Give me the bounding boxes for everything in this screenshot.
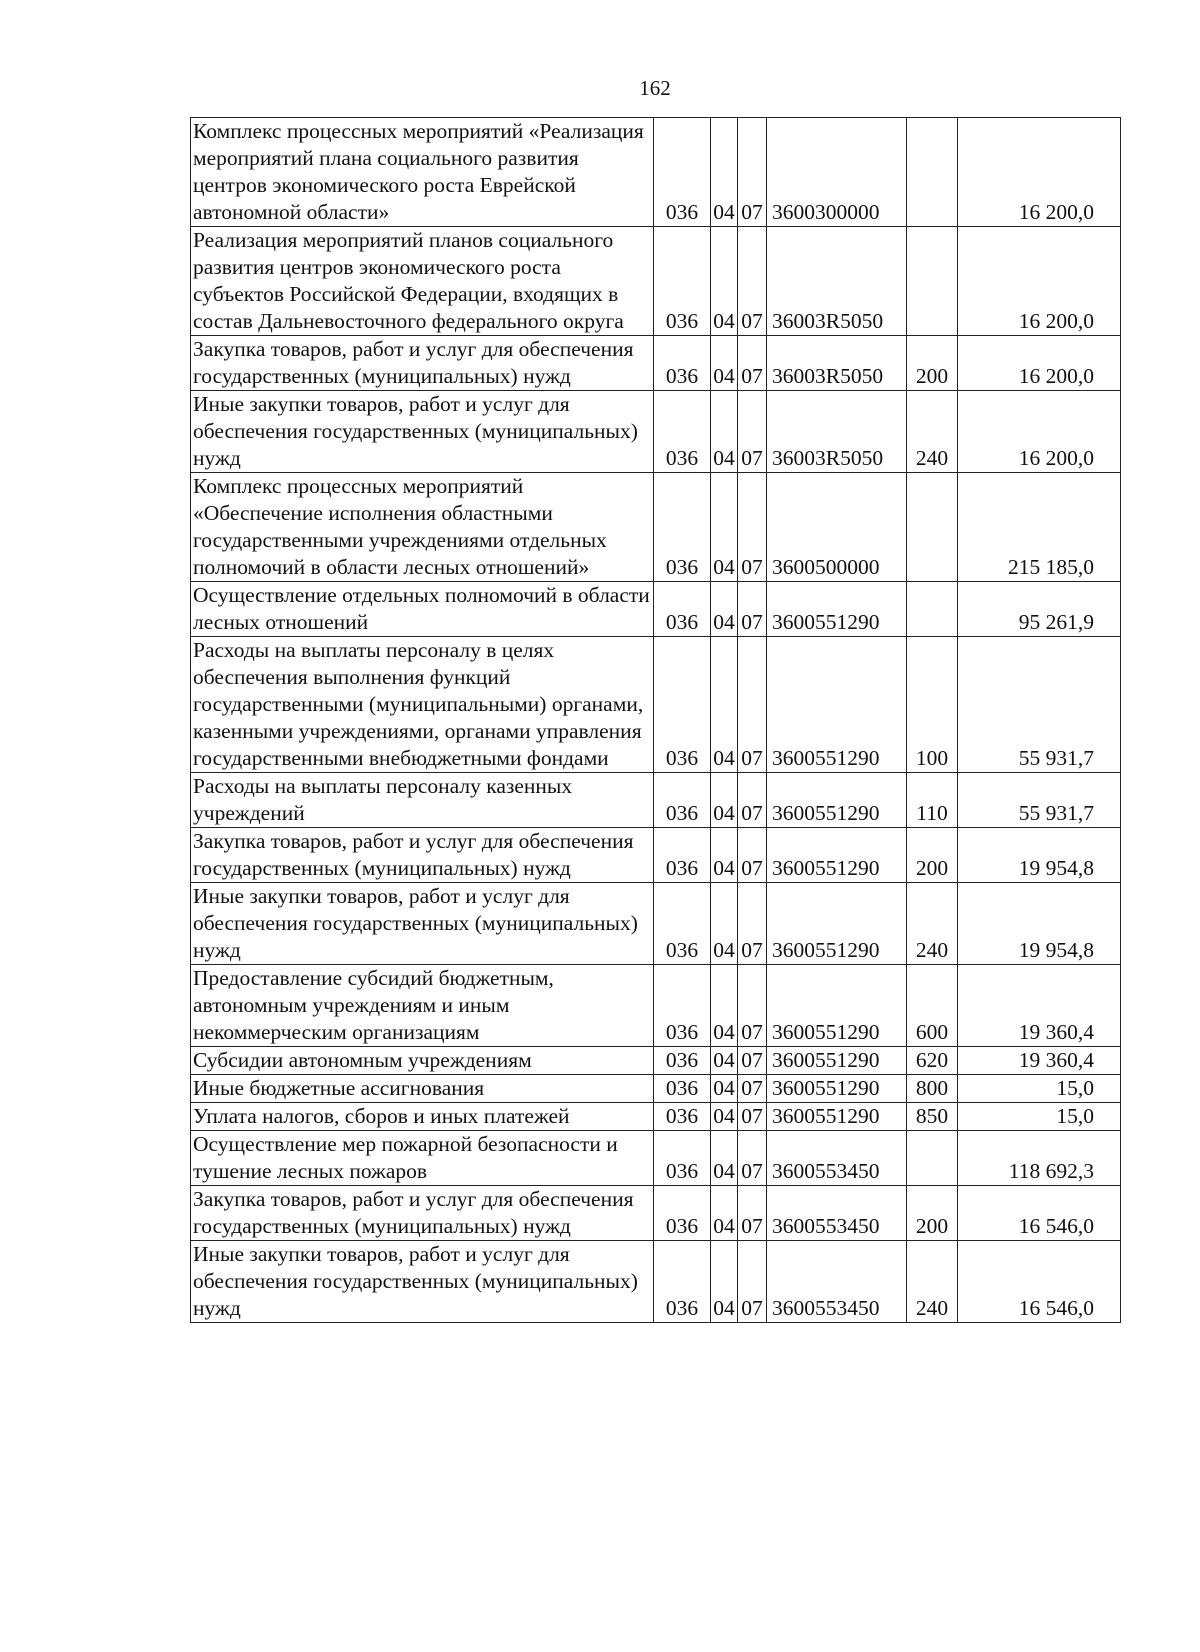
section-code-cell: 04	[711, 637, 738, 773]
section-code-cell: 04	[711, 965, 738, 1047]
expense-type-cell: 800	[907, 1075, 958, 1103]
budget-table-body	[191, 118, 1121, 1323]
target-article-cell: 3600553450	[767, 1241, 907, 1323]
target-article-cell: 3600551290	[767, 883, 907, 965]
table-row	[191, 1075, 1121, 1103]
table-row	[191, 1241, 1121, 1323]
page-number: 162	[639, 76, 671, 100]
table-row	[191, 1047, 1121, 1075]
table-row	[191, 828, 1121, 883]
amount-cell: 19 954,8	[958, 828, 1121, 883]
amount-cell: 16 200,0	[958, 391, 1121, 473]
expense-name-cell: Иные бюджетные ассигнования	[191, 1075, 654, 1103]
target-article-cell: 3600551290	[767, 773, 907, 828]
table-row	[191, 473, 1121, 582]
expense-type-cell	[907, 1131, 958, 1186]
section-code-cell: 04	[711, 582, 738, 637]
expense-type-cell	[907, 582, 958, 637]
section-code-cell: 04	[711, 473, 738, 582]
subsection-code-cell: 07	[738, 473, 767, 582]
expense-type-cell: 200	[907, 336, 958, 391]
expense-name-cell: Субсидии автономным учреждениям	[191, 1047, 654, 1075]
expense-name-cell: Иные закупки товаров, работ и услуг для обеспечения государственных (муниципальных) нужд	[191, 391, 654, 473]
grbs-code-cell: 036	[654, 637, 711, 773]
section-code-cell: 04	[711, 118, 738, 227]
target-article-cell: 3600551290	[767, 1103, 907, 1131]
amount-cell: 16 200,0	[958, 118, 1121, 227]
section-code-cell: 04	[711, 1241, 738, 1323]
expense-type-cell: 600	[907, 965, 958, 1047]
expense-name-cell: Расходы на выплаты персоналу в целях обеспечения выполнения функций государственными (муниципальными) органами, казенными учреждениями, органами управления государственными внебюджетными фондами	[191, 637, 654, 773]
expense-type-cell	[907, 473, 958, 582]
amount-cell: 16 546,0	[958, 1186, 1121, 1241]
grbs-code-cell: 036	[654, 1103, 711, 1131]
grbs-code-cell: 036	[654, 773, 711, 828]
subsection-code-cell: 07	[738, 582, 767, 637]
grbs-code-cell: 036	[654, 1186, 711, 1241]
expense-name-cell: Расходы на выплаты персоналу казенных учреждений	[191, 773, 654, 828]
expense-type-cell: 240	[907, 391, 958, 473]
expense-name-cell: Закупка товаров, работ и услуг для обеспечения государственных (муниципальных) нужд	[191, 828, 654, 883]
grbs-code-cell: 036	[654, 883, 711, 965]
target-article-cell: 3600551290	[767, 637, 907, 773]
table-row	[191, 336, 1121, 391]
expense-type-cell	[907, 227, 958, 336]
expense-name-cell: Комплекс процессных мероприятий «Обеспечение исполнения областными государственными учреждениями отдельных полномочий в области лесных отношений»	[191, 473, 654, 582]
target-article-cell: 3600553450	[767, 1186, 907, 1241]
subsection-code-cell: 07	[738, 1186, 767, 1241]
table-row	[191, 582, 1121, 637]
amount-cell: 95 261,9	[958, 582, 1121, 637]
subsection-code-cell: 07	[738, 828, 767, 883]
amount-cell: 19 360,4	[958, 965, 1121, 1047]
table-row	[191, 118, 1121, 227]
target-article-cell: 36003R5050	[767, 336, 907, 391]
expense-type-cell: 240	[907, 883, 958, 965]
grbs-code-cell: 036	[654, 965, 711, 1047]
subsection-code-cell: 07	[738, 1241, 767, 1323]
amount-cell: 16 200,0	[958, 227, 1121, 336]
section-code-cell: 04	[711, 773, 738, 828]
table-row	[191, 883, 1121, 965]
section-code-cell: 04	[711, 1103, 738, 1131]
subsection-code-cell: 07	[738, 118, 767, 227]
target-article-cell: 36003R5050	[767, 391, 907, 473]
subsection-code-cell: 07	[738, 637, 767, 773]
expense-name-cell: Осуществление отдельных полномочий в области лесных отношений	[191, 582, 654, 637]
grbs-code-cell: 036	[654, 1047, 711, 1075]
grbs-code-cell: 036	[654, 582, 711, 637]
target-article-cell: 3600551290	[767, 1075, 907, 1103]
section-code-cell: 04	[711, 227, 738, 336]
subsection-code-cell: 07	[738, 227, 767, 336]
amount-cell: 118 692,3	[958, 1131, 1121, 1186]
amount-cell: 215 185,0	[958, 473, 1121, 582]
subsection-code-cell: 07	[738, 336, 767, 391]
table-row	[191, 773, 1121, 828]
expense-name-cell: Иные закупки товаров, работ и услуг для обеспечения государственных (муниципальных) нужд	[191, 883, 654, 965]
target-article-cell: 3600551290	[767, 582, 907, 637]
section-code-cell: 04	[711, 883, 738, 965]
expense-type-cell: 240	[907, 1241, 958, 1323]
subsection-code-cell: 07	[738, 1075, 767, 1103]
expense-name-cell: Закупка товаров, работ и услуг для обеспечения государственных (муниципальных) нужд	[191, 336, 654, 391]
expense-type-cell: 850	[907, 1103, 958, 1131]
grbs-code-cell: 036	[654, 1075, 711, 1103]
subsection-code-cell: 07	[738, 1131, 767, 1186]
expense-type-cell: 110	[907, 773, 958, 828]
section-code-cell: 04	[711, 828, 738, 883]
table-row	[191, 637, 1121, 773]
section-code-cell: 04	[711, 391, 738, 473]
grbs-code-cell: 036	[654, 1131, 711, 1186]
table-row	[191, 1131, 1121, 1186]
section-code-cell: 04	[711, 336, 738, 391]
amount-cell: 15,0	[958, 1103, 1121, 1131]
grbs-code-cell: 036	[654, 1241, 711, 1323]
subsection-code-cell: 07	[738, 1047, 767, 1075]
grbs-code-cell: 036	[654, 473, 711, 582]
table-row	[191, 1103, 1121, 1131]
amount-cell: 55 931,7	[958, 637, 1121, 773]
table-row	[191, 965, 1121, 1047]
expense-type-cell: 100	[907, 637, 958, 773]
amount-cell: 15,0	[958, 1075, 1121, 1103]
target-article-cell: 3600300000	[767, 118, 907, 227]
table-row	[191, 391, 1121, 473]
grbs-code-cell: 036	[654, 828, 711, 883]
expense-type-cell	[907, 118, 958, 227]
section-code-cell: 04	[711, 1131, 738, 1186]
grbs-code-cell: 036	[654, 118, 711, 227]
expense-name-cell: Комплекс процессных мероприятий «Реализация мероприятий плана социального развития центров экономического роста Еврейской автономной области»	[191, 118, 654, 227]
subsection-code-cell: 07	[738, 391, 767, 473]
expense-type-cell: 620	[907, 1047, 958, 1075]
expense-type-cell: 200	[907, 1186, 958, 1241]
target-article-cell: 3600551290	[767, 1047, 907, 1075]
section-code-cell: 04	[711, 1047, 738, 1075]
expense-name-cell: Уплата налогов, сборов и иных платежей	[191, 1103, 654, 1131]
section-code-cell: 04	[711, 1075, 738, 1103]
expense-name-cell: Осуществление мер пожарной безопасности и тушение лесных пожаров	[191, 1131, 654, 1186]
subsection-code-cell: 07	[738, 773, 767, 828]
target-article-cell: 3600551290	[767, 828, 907, 883]
expense-name-cell: Предоставление субсидий бюджетным, автономным учреждениям и иным некоммерческим организациям	[191, 965, 654, 1047]
expense-type-cell: 200	[907, 828, 958, 883]
amount-cell: 55 931,7	[958, 773, 1121, 828]
subsection-code-cell: 07	[738, 883, 767, 965]
section-code-cell: 04	[711, 1186, 738, 1241]
amount-cell: 16 546,0	[958, 1241, 1121, 1323]
target-article-cell: 3600500000	[767, 473, 907, 582]
table-row	[191, 227, 1121, 336]
target-article-cell: 36003R5050	[767, 227, 907, 336]
amount-cell: 16 200,0	[958, 336, 1121, 391]
expense-name-cell: Закупка товаров, работ и услуг для обеспечения государственных (муниципальных) нужд	[191, 1186, 654, 1241]
subsection-code-cell: 07	[738, 1103, 767, 1131]
budget-table	[190, 117, 1121, 1323]
amount-cell: 19 360,4	[958, 1047, 1121, 1075]
grbs-code-cell: 036	[654, 336, 711, 391]
grbs-code-cell: 036	[654, 391, 711, 473]
subsection-code-cell: 07	[738, 965, 767, 1047]
amount-cell: 19 954,8	[958, 883, 1121, 965]
table-row	[191, 1186, 1121, 1241]
expense-name-cell: Реализация мероприятий планов социального развития центров экономического роста субъектов Российской Федерации, входящих в состав Дальневосточного федерального округа	[191, 227, 654, 336]
grbs-code-cell: 036	[654, 227, 711, 336]
target-article-cell: 3600551290	[767, 965, 907, 1047]
expense-name-cell: Иные закупки товаров, работ и услуг для обеспечения государственных (муниципальных) нужд	[191, 1241, 654, 1323]
target-article-cell: 3600553450	[767, 1131, 907, 1186]
